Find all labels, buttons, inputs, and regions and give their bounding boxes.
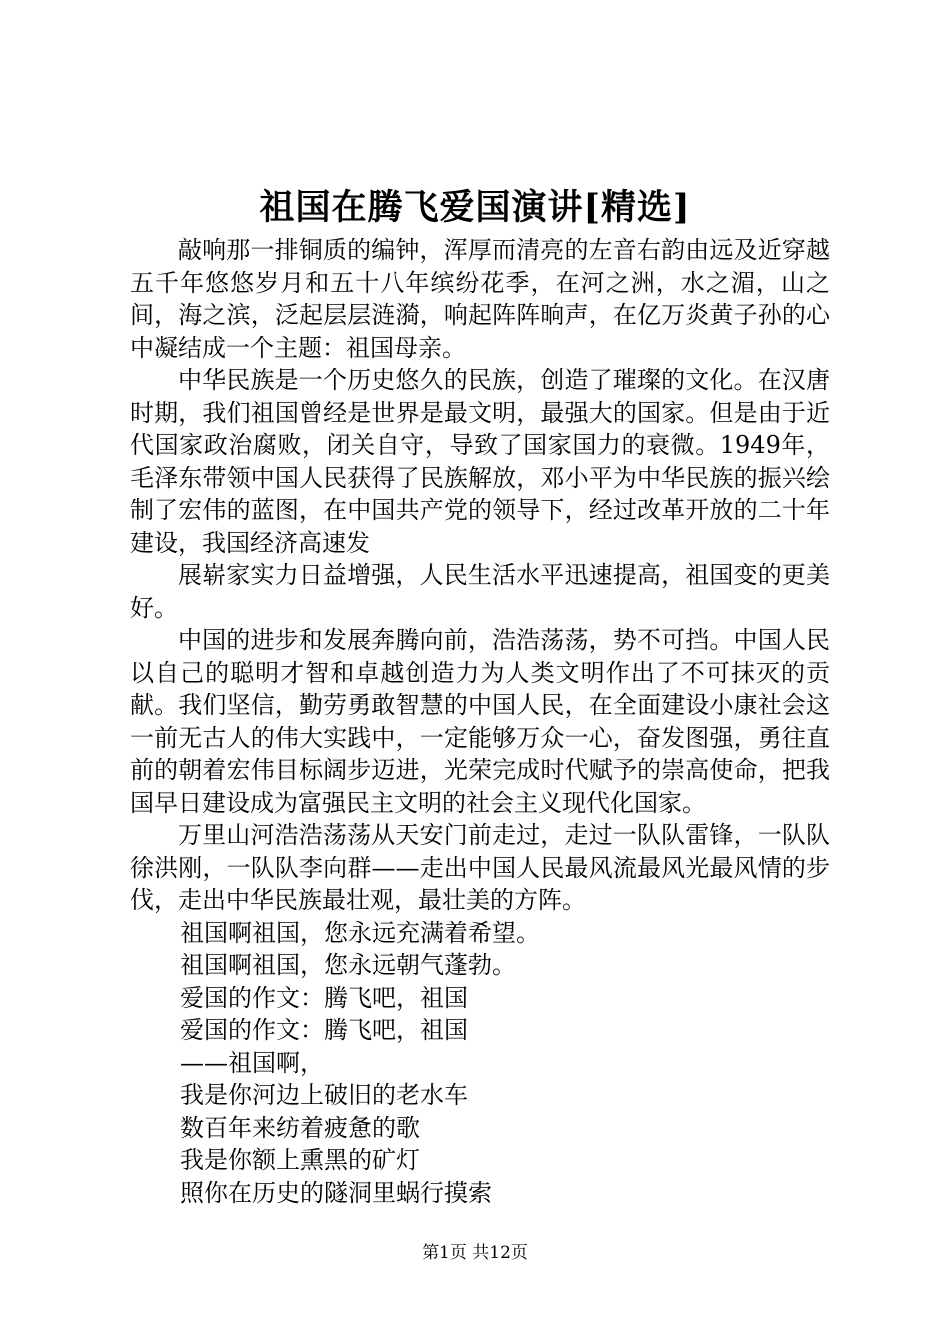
page-footer: 第1页 共12页 bbox=[422, 1243, 528, 1263]
document-body bbox=[130, 234, 830, 1209]
poem-line-2: 祖国啊祖国，您永远朝气蓬勃。 bbox=[180, 951, 516, 979]
paragraph-5: 万里山河浩浩荡荡从天安门前走过，走过一队队雷锋，一队队徐洪刚，一队队李向群——走出中国人民最风流最风光最风情的步伐，走出中华民族最壮观，最壮美的方阵。 bbox=[130, 821, 830, 914]
poem-line-5: ——祖国啊， bbox=[180, 1048, 324, 1077]
poem-line-9: 照你在历史的隧洞里蜗行摸索 bbox=[180, 1178, 492, 1207]
poem-line-3: 爱国的作文：腾飞吧，祖国 bbox=[180, 983, 468, 1012]
poem-line-1: 祖国啊祖国，您永远充满着希望。 bbox=[180, 918, 540, 947]
paragraph-3: 展崭家实力日益增强，人民生活水平迅速提高，祖国变的更美好。 bbox=[130, 561, 830, 622]
poem-line-7: 数百年来纺着疲惫的歌 bbox=[180, 1113, 420, 1142]
poem-line-6: 我是你河边上破旧的老水车 bbox=[180, 1081, 468, 1109]
paragraph-2: 中华民族是一个历史悠久的民族，创造了璀璨的文化。在汉唐时期，我们祖国曾经是世界是最文明，最强大的国家。但是由于近代国家政治腐败，闭关自守，导致了国家国力的衰微。1949年，毛泽东带领中国人民获得了民族解放，邓小平为中华民族的振兴绘制了宏伟的蓝图，在中国共产党的领导下，经过改革开放的二十年建设，我国经济高速发 bbox=[130, 366, 830, 557]
poem-line-8: 我是你额上熏黑的矿灯 bbox=[180, 1146, 420, 1174]
paragraph-4: 中国的进步和发展奔腾向前，浩浩荡荡，势不可挡。中国人民以自己的聪明才智和卓越创造力为人类文明作出了不可抹灭的贡献。我们坚信，勤劳勇敢智慧的中国人民，在全面建设小康社会这一前无古人的伟大实践中，一定能够万众一心，奋发图强，勇往直前的朝着宏伟目标阔步迈进，光荣完成时代赋予的崇高使命，把我国早日建设成为富强民主文明的社会主义现代化国家。 bbox=[130, 626, 830, 817]
document-title: 祖国在腾飞爱国演讲[精选] bbox=[259, 187, 691, 228]
paragraph-1: 敲响那一排铜质的编钟，浑厚而清亮的左音右韵由远及近穿越五千年悠悠岁月和五十八年缤纷花季，在河之洲，水之湄，山之间，海之滨，泛起层层涟漪，响起阵阵晌声，在亿万炎黄子孙的心中凝结成一个主题：祖国母亲。 bbox=[130, 236, 830, 362]
poem-line-4: 爱国的作文：腾飞吧，祖国 bbox=[180, 1016, 468, 1044]
